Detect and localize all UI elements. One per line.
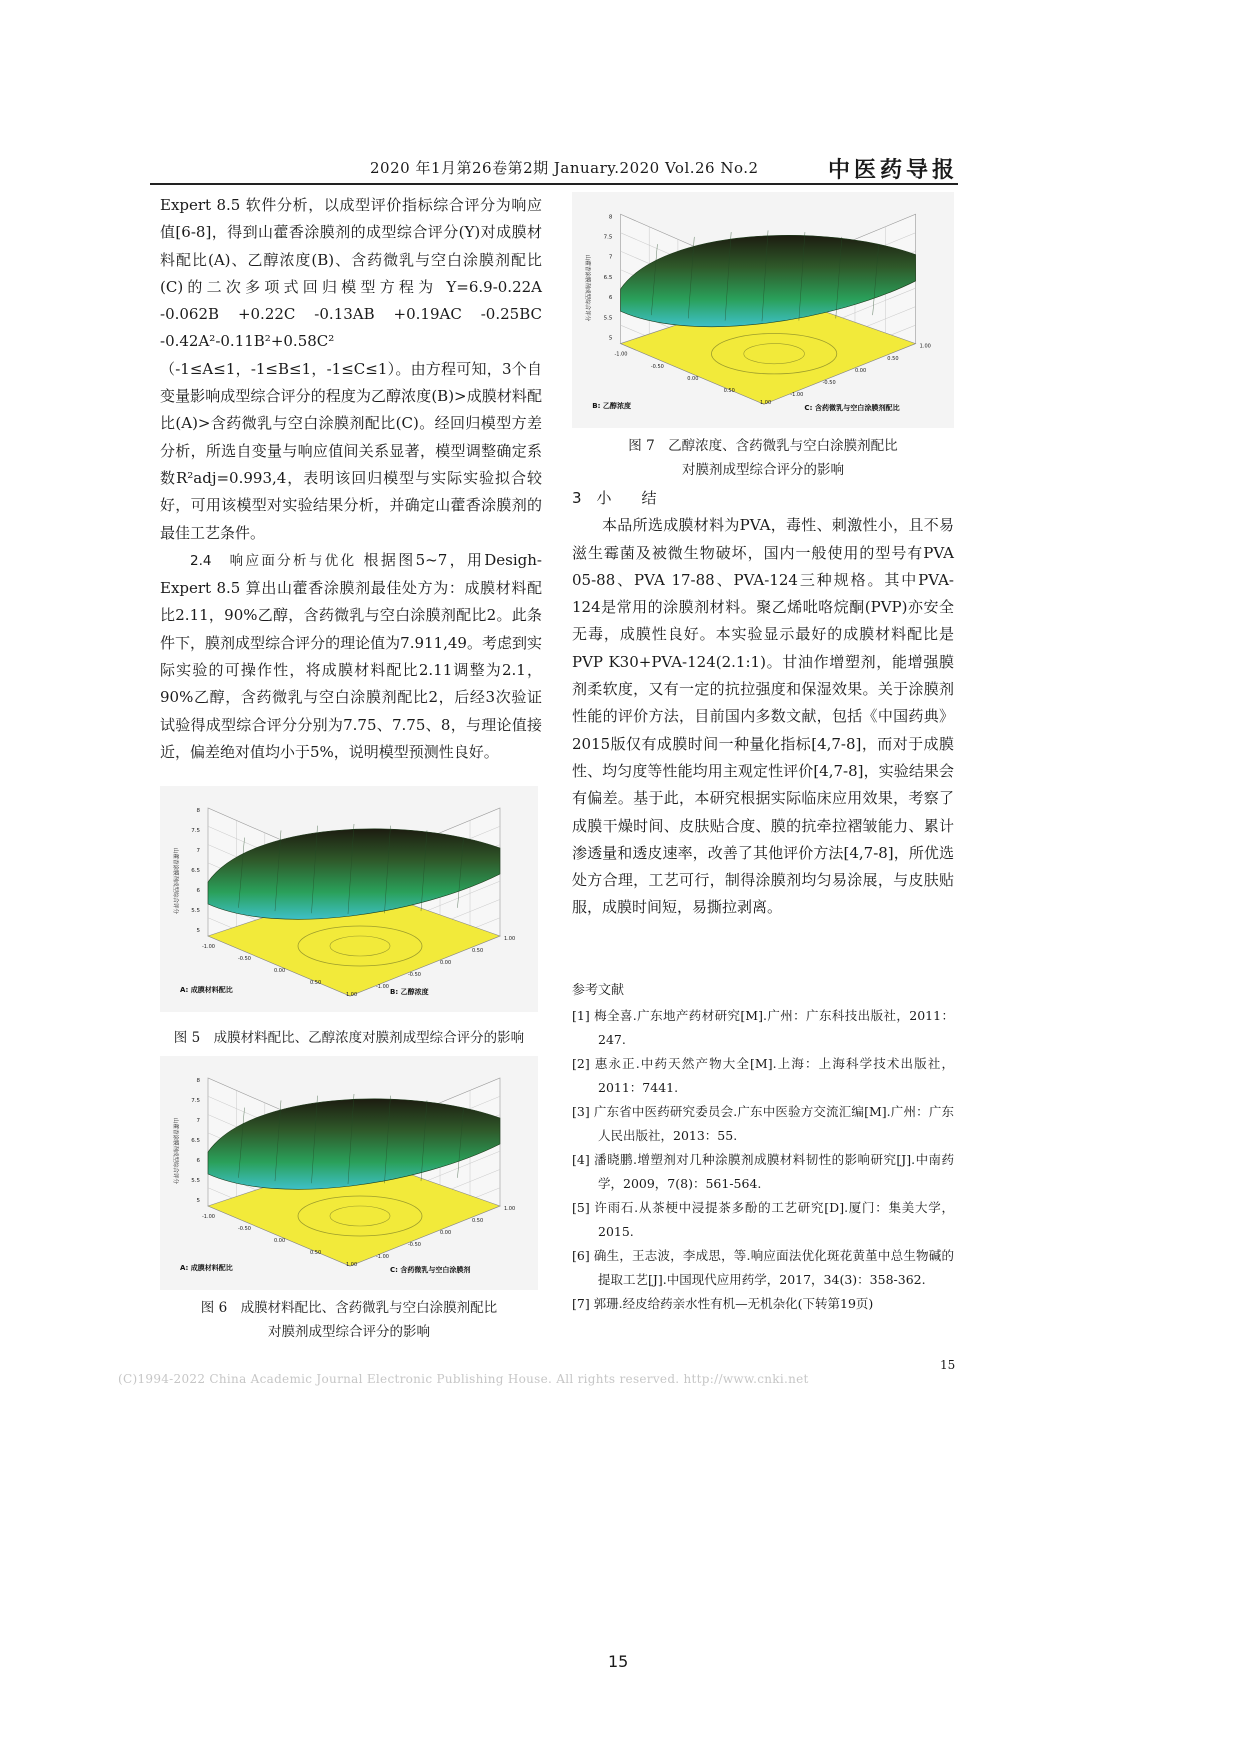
x-axis-label: A: 成膜材料配比 <box>180 1264 233 1272</box>
x-tick-label: -1.00 <box>614 351 628 358</box>
x-tick-label: 1.00 <box>346 1262 358 1268</box>
reference-item: [6] 确生，王志波，李成思，等.响应面法优化斑花黄堇中总生物碱的提取工艺[J].中国现代应用药学，2017，34(3)：358-362. <box>572 1248 954 1287</box>
z-tick-label: 7.5 <box>191 1098 200 1104</box>
page-number: 15 <box>608 1652 629 1671</box>
figure-6-caption-line1: 图 6 成膜材料配比、含药微乳与空白涂膜剂配比 <box>200 1300 498 1316</box>
journal-title: 中医药导报 <box>827 157 958 183</box>
z-tick-label: 5.5 <box>191 1178 200 1184</box>
left-column <box>160 192 542 766</box>
y-tick-label: -0.50 <box>822 380 836 387</box>
surface-plot-6 <box>160 1056 538 1290</box>
references-title: 参考文献 <box>572 983 625 998</box>
running-header <box>150 153 958 185</box>
z-tick-label: 7 <box>608 254 613 261</box>
z-axis-label: 山藿香涂膜剂成型综合评分 <box>172 1117 178 1185</box>
x-tick-label: 1.00 <box>759 400 772 407</box>
z-axis-label: 山藿香涂膜剂成型综合评分 <box>172 847 178 915</box>
y-tick-label: 0.50 <box>887 355 899 362</box>
z-tick-label: 5.5 <box>191 908 200 914</box>
x-tick-label: 0.50 <box>723 388 735 395</box>
figure-5 <box>160 786 538 1012</box>
issue-info: 2020 年1月第26卷第2期 January.2020 Vol.26 No.2 <box>370 159 759 177</box>
z-tick-label: 7.5 <box>603 234 613 241</box>
reference-item: [7] 郭珊.经皮给药亲水性有机—无机杂化(下转第19页) <box>572 1296 874 1311</box>
z-tick-label: 6 <box>608 295 613 302</box>
y-axis-label: C: 含药微乳与空白涂膜剂配比 <box>804 402 900 412</box>
surface-plot-5 <box>160 786 538 1012</box>
y-tick-label: 0.00 <box>854 367 867 374</box>
z-tick-label: 6.5 <box>603 274 613 281</box>
y-tick-label: 1.00 <box>504 936 516 942</box>
z-tick-label: 6.5 <box>191 868 200 874</box>
reference-item: [5] 许雨石.从茶梗中浸提茶多酚的工艺研究[D].厦门：集美大学，2015. <box>572 1200 954 1239</box>
y-axis-label: B: 乙醇浓度 <box>390 988 429 996</box>
z-axis-label: 山藿香涂膜剂成型综合评分 <box>584 254 591 322</box>
reference-item: [2] 惠永正.中药天然产物大全[M].上海：上海科学技术出版社，2011：7441. <box>572 1056 954 1095</box>
body-paragraph: Expert 8.5 软件分析，以成型评价指标综合评分为响应值[6-8]，得到山藿香涂膜剂的成型综合评分(Y)对成膜材料配比(A)、乙醇浓度(B)、含药微乳与空白涂膜剂配比(C)的二次多项式回归模型方程为 Y=6.9-0.22A -0.062B +0.22C -0.13AB +0.19AC -0.25BC -0.42A²-0.11B²+0.58C² （-1≤A≤1，-1≤B≤1，-1≤C≤1）。由方程可知，3个自变量影响成型综合评分的程度为乙醇浓度(B)>成膜材料配比(A)>含药微乳与空白涂膜剂配比(C)。经回归模型方差分析，所选自变量与响应值间关系显著，模型调整确定系数R²adj=0.993,4，表明该回归模型与实际实验拟合较好，可用该模型对实验结果分析，并确定山藿香涂膜剂的最佳工艺条件。 <box>160 196 542 542</box>
figure-5-caption: 图 5 成膜材料配比、乙醇浓度对膜剂成型综合评分的影响 <box>173 1030 525 1046</box>
figure-7-caption-line1: 图 7 乙醇浓度、含药微乳与空白涂膜剂配比 <box>628 438 898 454</box>
y-tick-label: -1.00 <box>376 984 389 990</box>
x-tick-label: -0.50 <box>238 1226 251 1232</box>
y-tick-label: -0.50 <box>408 972 421 978</box>
z-tick-label: 5 <box>196 928 200 934</box>
z-tick-label: 7 <box>196 848 200 854</box>
z-tick-label: 8 <box>196 808 200 814</box>
x-axis-label: A: 成膜材料配比 <box>180 986 233 994</box>
x-tick-label: 0.50 <box>310 980 322 986</box>
y-tick-label: 1.00 <box>919 343 931 350</box>
y-tick-label: -1.00 <box>376 1254 389 1260</box>
figure-7-caption-line2: 对膜剂成型综合评分的影响 <box>682 462 844 478</box>
x-axis-label: B: 乙醇浓度 <box>592 400 632 410</box>
copyright-watermark: (C)1994-2022 China Academic Journal Electronic Publishing House. All rights reserved. http://www.cnki.net <box>118 1372 809 1386</box>
figure-6-caption-line2: 对膜剂成型综合评分的影响 <box>268 1324 430 1340</box>
reference-item: [3] 广东省中医药研究委员会.广东中医验方交流汇编[M].广州：广东人民出版社，2013：55. <box>572 1104 954 1143</box>
surface-plot-7 <box>572 192 954 428</box>
figure-7 <box>572 192 954 428</box>
z-tick-label: 5 <box>196 1198 200 1204</box>
z-tick-label: 5 <box>608 335 613 342</box>
y-tick-label: 0.50 <box>472 948 484 954</box>
y-tick-label: 0.00 <box>440 1230 452 1236</box>
inner-page-number: 15 <box>940 1358 956 1372</box>
y-tick-label: -1.00 <box>790 392 804 399</box>
y-tick-label: 1.00 <box>504 1206 516 1212</box>
x-tick-label: 0.00 <box>687 375 699 382</box>
z-tick-label: 6 <box>196 888 200 894</box>
reference-item: [1] 梅全喜.广东地产药材研究[M].广州：广东科技出版社，2011：247. <box>572 1008 954 1047</box>
figure-7-caption <box>572 434 954 482</box>
figure-6 <box>160 1056 538 1290</box>
x-tick-label: -0.50 <box>650 363 664 370</box>
figure-6-caption <box>160 1296 538 1344</box>
z-tick-label: 7 <box>196 1118 200 1124</box>
x-tick-label: 1.00 <box>346 992 358 998</box>
z-tick-label: 6.5 <box>191 1138 200 1144</box>
x-tick-label: -1.00 <box>202 1214 215 1220</box>
section-text: 根据图5~7，用Desigh-Expert 8.5 算出山藿香涂膜剂最佳处方为：成膜材料配比2.11，90%乙醇，含药微乳与空白涂膜剂配比2。此条件下，膜剂成型综合评分的理论值为7.911,49。考虑到实际实验的可操作性，将成膜材料配比2.11调整为2.1，90%乙醇，含药微乳与空白涂膜剂配比2，后经3次验证试验得成型综合评分分别为7.75、7.75、8，与理论值接近，偏差绝对值均小于5%，说明模型预测性良好。 <box>160 550 542 761</box>
x-tick-label: 0.50 <box>310 1250 322 1256</box>
y-tick-label: 0.50 <box>472 1218 484 1224</box>
x-tick-label: -1.00 <box>202 944 215 950</box>
reference-item: [4] 潘晓鹏.增塑剂对几种涂膜剂成膜材料韧性的影响研究[J].中南药学，2009，7(8)：561-564. <box>572 1152 954 1191</box>
z-tick-label: 5.5 <box>603 315 613 322</box>
y-tick-label: -0.50 <box>408 1242 421 1248</box>
body-paragraph: 本品所选成膜材料为PVA，毒性、刺激性小，且不易滋生霉菌及被微生物破坏，国内一般使用的型号有PVA 05-88、PVA 17-88、PVA-124三种规格。其中PVA-124是常用的涂膜剂材料。聚乙烯吡咯烷酮(PVP)亦安全无毒，成膜性良好。本实验显示最好的成膜材料配比是PVP K30+PVA-124(2.1:1)。甘油作增塑剂，能增强膜剂柔软度，又有一定的抗拉强度和保湿效果。关于涂膜剂性能的评价方法，目前国内多数文献，包括《中国药典》2015版仅有成膜时间一种量化指标[4,7-8]，而对于成膜性、均匀度等性能均用主观定性评价[4,7-8]，实验结果会有偏差。基于此，本研究根据实际临床应用效果，考察了成膜干燥时间、皮肤贴合度、膜的抗牵拉褶皱能力、累计渗透量和透皮速率，改善了其他评价方法[4,7-8]，所优选处方合理，工艺可行，制得涂膜剂均匀易涂展，与皮肤贴服，成膜时间短，易撕拉剥离。 <box>572 516 954 917</box>
section-heading-3: 3 小 结 <box>572 489 657 507</box>
references <box>572 979 954 1316</box>
right-column <box>572 485 954 922</box>
section-heading: 2.4 响应面分析与优化 <box>190 552 357 569</box>
z-tick-label: 7.5 <box>191 828 200 834</box>
z-tick-label: 8 <box>608 214 613 221</box>
z-tick-label: 6 <box>196 1158 200 1164</box>
z-tick-label: 8 <box>196 1078 200 1084</box>
y-tick-label: 0.00 <box>440 960 452 966</box>
x-tick-label: 0.00 <box>274 968 286 974</box>
body-paragraph <box>160 547 542 766</box>
x-tick-label: 0.00 <box>274 1238 286 1244</box>
x-tick-label: -0.50 <box>238 956 251 962</box>
y-axis-label: C: 含药微乳与空白涂膜剂 <box>390 1266 471 1274</box>
